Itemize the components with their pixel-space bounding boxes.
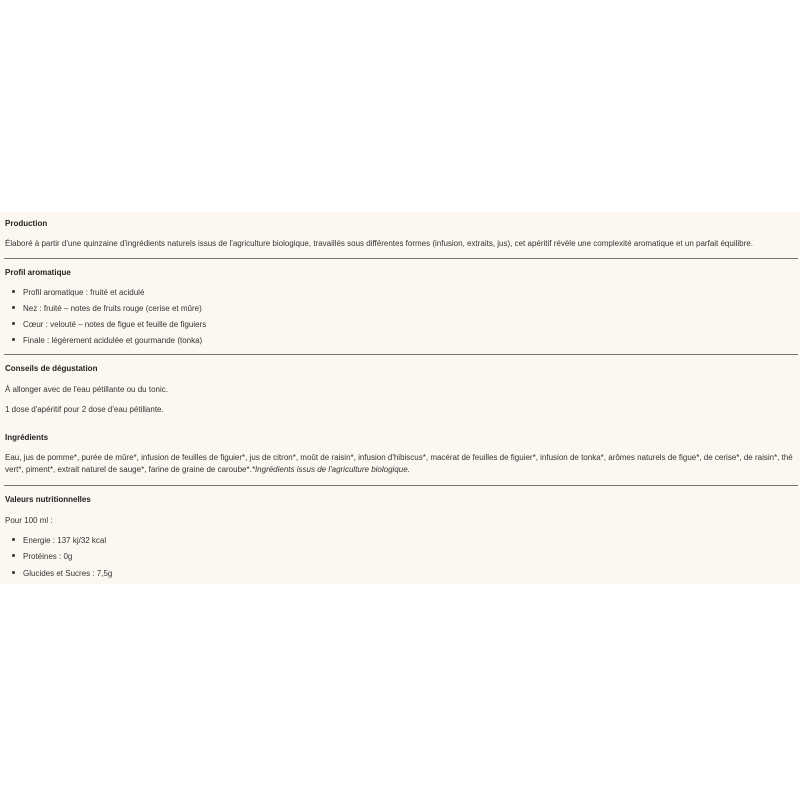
list-item: Cœur : velouté – notes de figue et feuille de figuiers [12, 320, 206, 329]
list-item: Profil aromatique : fruité et acidulé [12, 288, 144, 297]
ingredients-text: Eau, jus de pomme*, purée de mûre*, infusion de feuilles de figuier*, jus de citron*, moût de raisin*, infusion d'hibiscus*, macérat de feuilles de figuier*, infusion de tonka*, arômes naturels de figue*, de cerise*, de raisin*, thé vert*, piment*, extrait naturel de sauge*, farine de graine de caroube*.*Ingrédients issus de l'agriculture biologique. [5, 453, 793, 474]
ingredients-organic-note: *Ingrédients issus de l'agriculture biologique. [251, 465, 410, 474]
section-heading-profil-aromatique: Profil aromatique [5, 268, 71, 277]
bullet-icon [12, 538, 15, 541]
bullet-icon [12, 571, 15, 574]
section-heading-valeurs: Valeurs nutritionnelles [5, 495, 91, 504]
bullet-icon [12, 554, 15, 557]
list-item: Protéines : 0g [12, 552, 72, 561]
list-item: Finale : légèrement acidulée et gourmande (tonka) [12, 336, 202, 345]
section-divider [4, 485, 798, 486]
conseils-line-2: 1 dose d'apéritif pour 2 dose d'eau pétillante. [5, 405, 164, 414]
list-item: Glucides et Sucres : 7,5g [12, 569, 112, 578]
section-divider [4, 354, 798, 355]
section-heading-conseils: Conseils de dégustation [5, 364, 98, 373]
bullet-icon [12, 306, 15, 309]
section-heading-production: Production [5, 219, 48, 228]
section-divider [4, 258, 798, 259]
section-heading-ingredients: Ingrédients [5, 433, 49, 442]
product-details-panel [0, 212, 800, 584]
bullet-icon [12, 322, 15, 325]
list-item: Energie : 137 kj/32 kcal [12, 536, 106, 545]
list-item: Nez : fruité – notes de fruits rouge (cerise et mûre) [12, 304, 202, 313]
bullet-icon [12, 338, 15, 341]
production-text: Élaboré à partir d'une quinzaine d'ingrédients naturels issus de l'agriculture biologique, travaillés sous différentes formes (infusion, extraits, jus), cet apéritif révèle une complexité aromatique et un parfait équilibre. [5, 239, 753, 248]
bullet-icon [12, 290, 15, 293]
conseils-line-1: À allonger avec de l'eau pétillante ou du tonic. [5, 385, 168, 394]
valeurs-intro: Pour 100 ml : [5, 516, 53, 525]
